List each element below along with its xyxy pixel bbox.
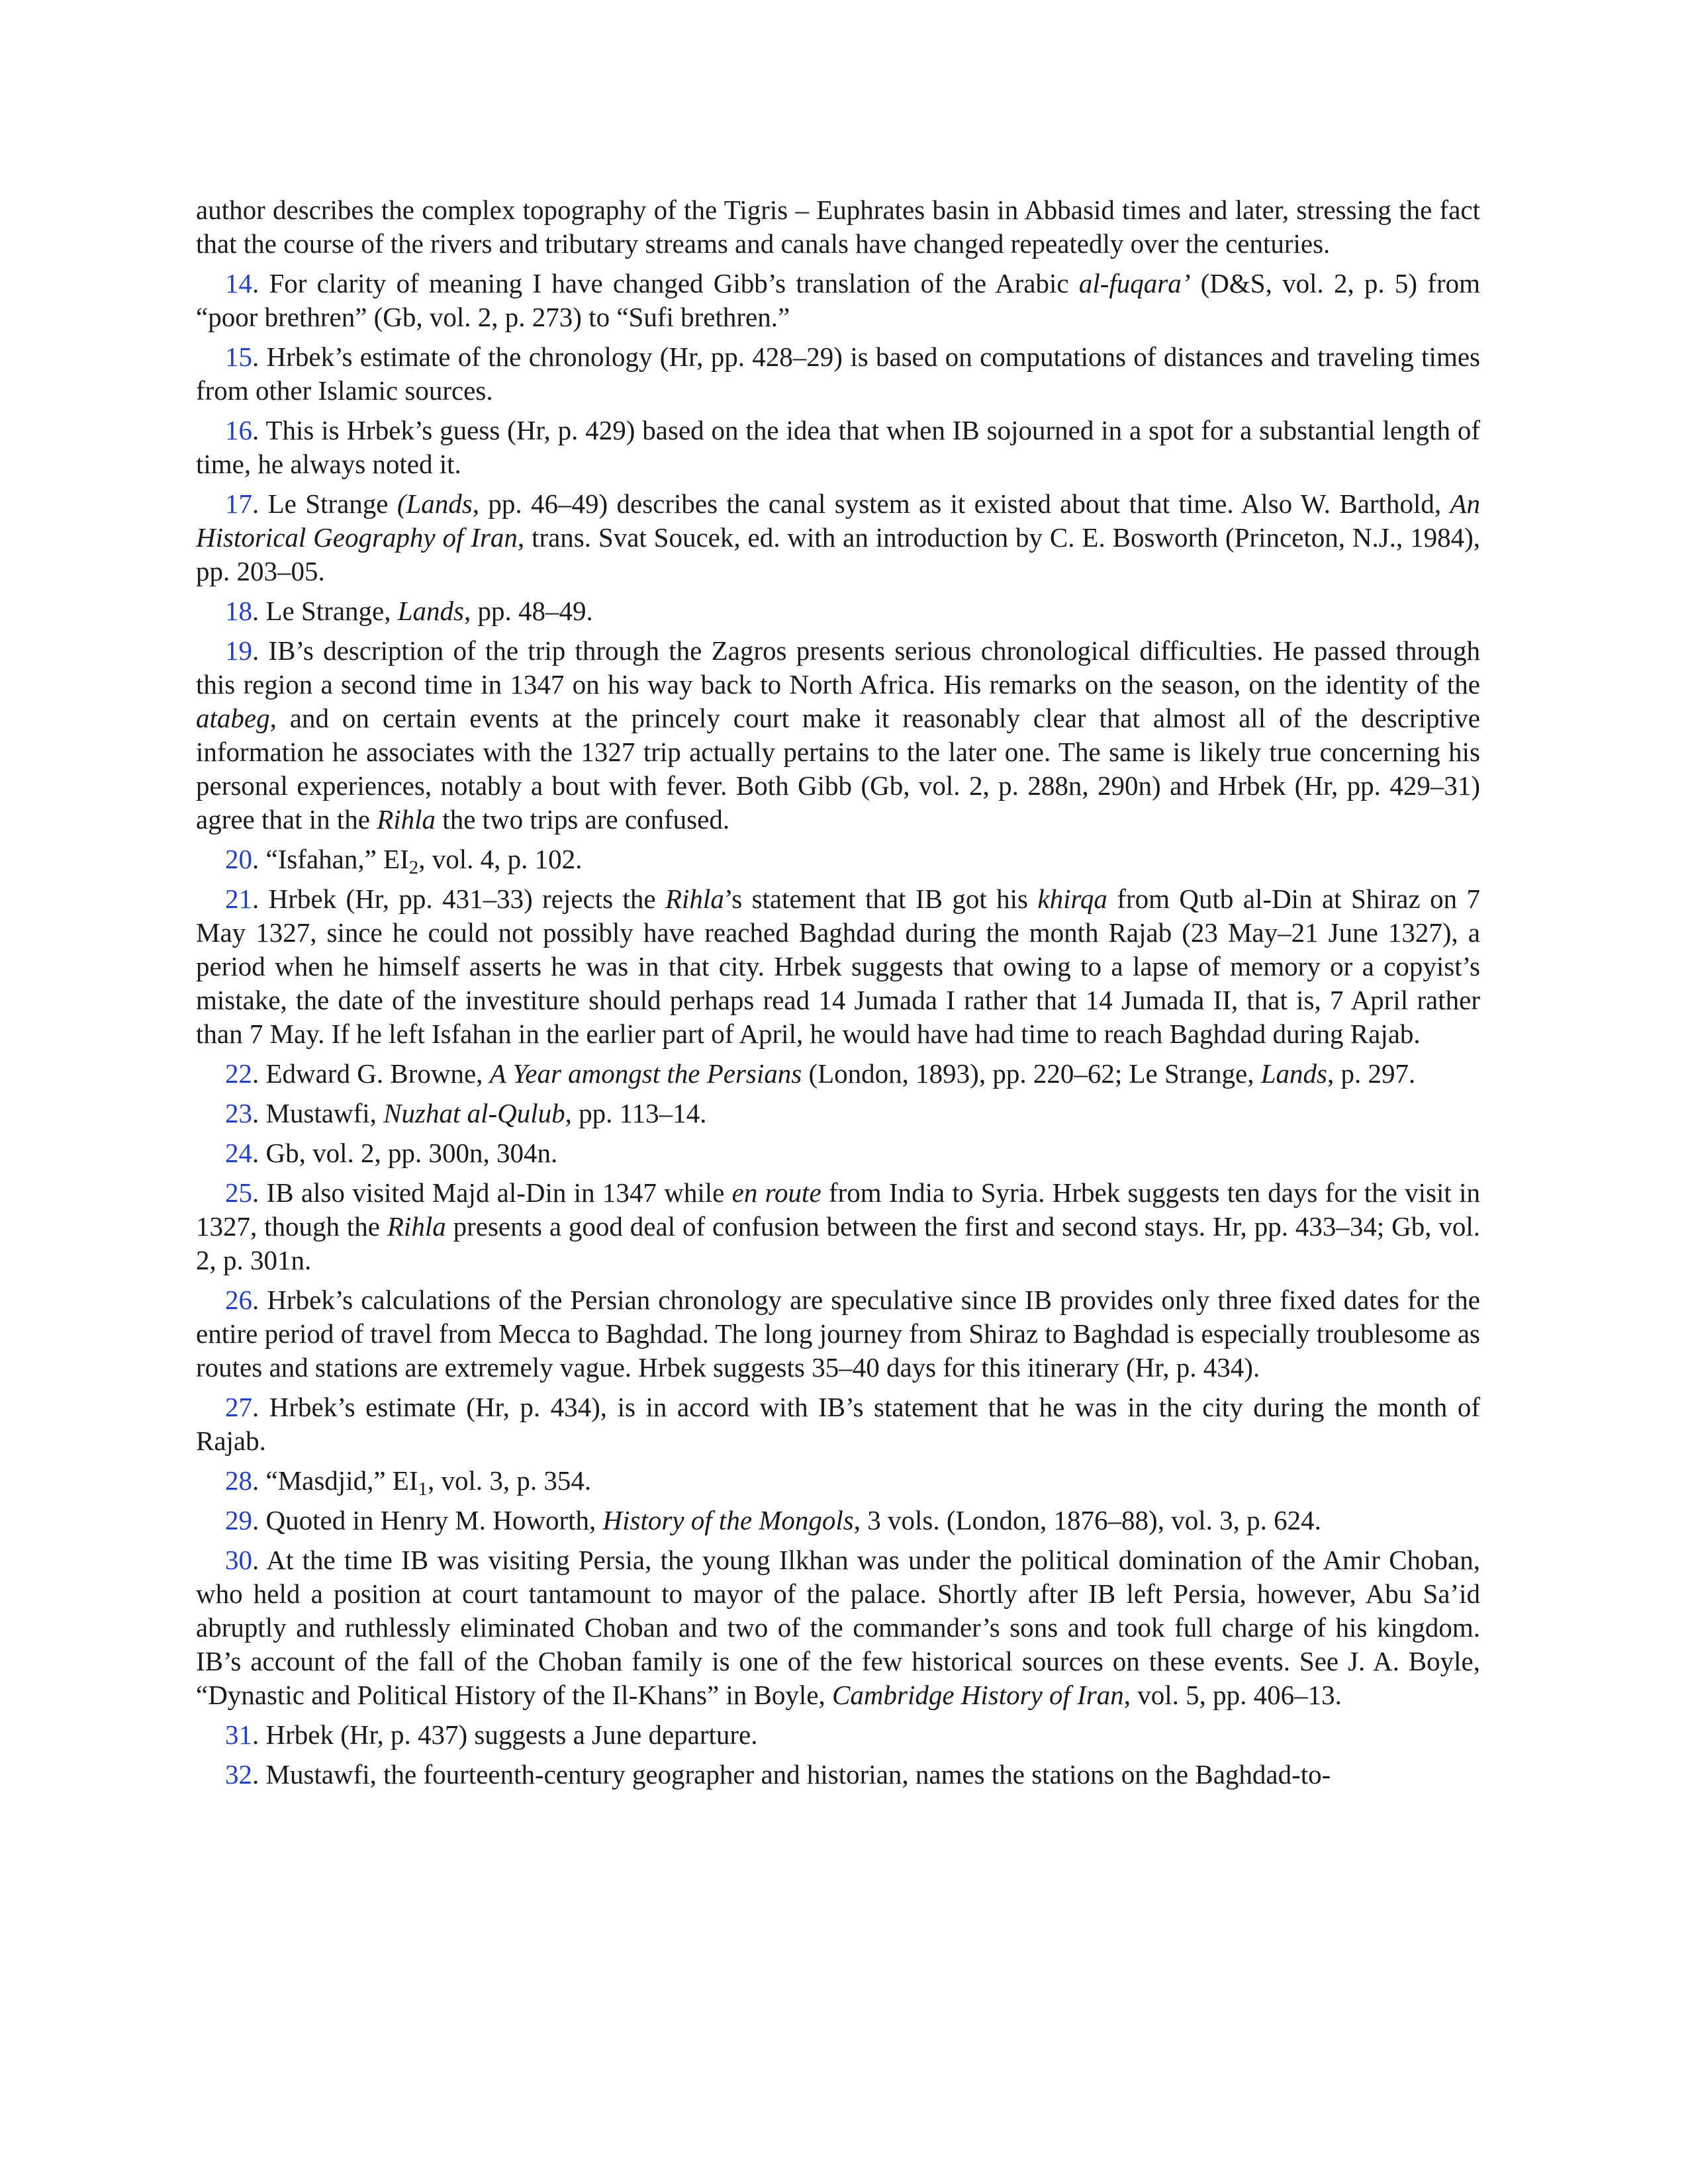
note-text: (London, 1893), pp. 220–62; Le Strange,	[802, 1058, 1261, 1089]
endnote-30	[196, 1543, 1480, 1712]
italic-title: Nuzhat al-Qulub	[383, 1098, 565, 1128]
note-text: , vol. 3, p. 354.	[427, 1465, 592, 1496]
note-text: . Quoted in Henry M. Howorth,	[252, 1505, 603, 1535]
note-text: . For clarity of meaning I have changed Gibb’s translation of the Arabic	[252, 268, 1079, 298]
note-text: . Edward G. Browne,	[252, 1058, 490, 1089]
endnote-18	[196, 594, 1480, 628]
italic-title: Lands	[397, 596, 464, 626]
italic-title: atabeg	[196, 703, 270, 733]
endnote-14	[196, 267, 1480, 334]
endnote-29	[196, 1504, 1480, 1537]
endnote-21	[196, 882, 1480, 1051]
endnote-number-link[interactable]: 20	[225, 844, 252, 874]
endnote-number-link[interactable]: 32	[225, 1759, 252, 1790]
continued-paragraph	[196, 193, 1480, 261]
italic-title: khirqa	[1037, 884, 1107, 914]
endnote-26	[196, 1283, 1480, 1385]
note-text: , vol. 4, p. 102.	[418, 844, 583, 874]
endnote-28	[196, 1464, 1480, 1498]
note-text: . IB also visited Majd al-Din in 1347 while	[252, 1177, 732, 1208]
endnote-15	[196, 340, 1480, 408]
note-text: . “Isfahan,” EI	[252, 844, 409, 874]
edition-subscript: 1	[418, 1479, 428, 1500]
note-text: (D&S, vol. 2, p. 5) from “poor brethren” (Gb, vol. 2, p. 273) to “Sufi brethren.”	[196, 268, 1480, 332]
italic-title: al-fuqara’	[1078, 268, 1191, 298]
endnote-number-link[interactable]: 21	[225, 884, 252, 914]
endnote-number-link[interactable]: 29	[225, 1505, 252, 1535]
endnote-number-link[interactable]: 17	[225, 488, 252, 519]
note-text: . Le Strange	[252, 488, 397, 519]
endnote-25	[196, 1176, 1480, 1277]
note-text: . Le Strange,	[252, 596, 398, 626]
edition-subscript: 2	[408, 857, 419, 878]
italic-title: An Historical Geography of Iran	[196, 488, 1480, 553]
italic-title: (Lands	[397, 488, 473, 519]
endnote-27	[196, 1390, 1480, 1458]
note-text: from India to Syria. Hrbek suggests ten days for the visit in 1327, though the	[196, 1177, 1480, 1242]
note-text: . At the time IB was visiting Persia, the young Ilkhan was under the political domination of the Amir Choban, who held a position at court tantamount to mayor of the palace. Shortly after IB left Persia, however, Abu Sa’id abruptly and ruthlessly eliminated Choban and two of the commander’s sons and took full charge of his kingdom. IB’s account of the fall of the Choban family is one of the few historical sources on these events. See J. A. Boyle, “Dynastic and Political History of the Il-Khans” in Boyle,	[196, 1545, 1480, 1710]
italic-title: History of the Mongols	[602, 1505, 854, 1535]
endnote-17	[196, 487, 1480, 588]
italic-title: en route	[731, 1177, 821, 1208]
endnote-number-link[interactable]: 23	[225, 1098, 252, 1128]
endnote-23	[196, 1097, 1480, 1130]
italic-title: Cambridge History of Iran	[832, 1680, 1124, 1710]
note-text: , and on certain events at the princely court make it reasonably clear that almost all of the descriptive information he associates with the 1327 trip actually pertains to the later one. The same is likely true concerning his personal experiences, notably a bout with fever. Both Gibb (Gb, vol. 2, p. 288n, 290n) and Hrbek (Hr, pp. 429–31) agree that in the	[196, 703, 1480, 835]
note-text: the two trips are confused.	[436, 804, 730, 835]
note-text: . “Masdjid,” EI	[252, 1465, 418, 1496]
note-text: ’s statement that IB got his	[724, 884, 1038, 914]
note-text: , pp. 113–14.	[565, 1098, 707, 1128]
endnote-number-link[interactable]: 16	[225, 415, 252, 445]
endnote-number-link[interactable]: 15	[225, 341, 252, 372]
note-text: presents a good deal of confusion between the first and second stays. Hr, pp. 433–34; Gb, vol. 2, p. 301n.	[196, 1211, 1480, 1275]
endnote-number-link[interactable]: 28	[225, 1465, 252, 1496]
endnote-19	[196, 634, 1480, 837]
endnote-number-link[interactable]: 25	[225, 1177, 252, 1208]
endnote-32	[196, 1758, 1480, 1792]
italic-title: Lands	[1260, 1058, 1327, 1089]
note-text: . Gb, vol. 2, pp. 300n, 304n.	[252, 1138, 558, 1168]
endnote-20	[196, 842, 1480, 876]
endnote-number-link[interactable]: 27	[225, 1392, 252, 1422]
endnote-number-link[interactable]: 30	[225, 1545, 252, 1575]
note-text: . Hrbek’s estimate (Hr, p. 434), is in accord with IB’s statement that he was in the city during the month of Rajab.	[196, 1392, 1480, 1456]
note-text: , trans. Svat Soucek, ed. with an introduction by C. E. Bosworth (Princeton, N.J., 1984), pp. 203–05.	[196, 522, 1480, 586]
note-text: . Hrbek’s calculations of the Persian chronology are speculative since IB provides only three fixed dates for the entire period of travel from Mecca to Baghdad. The long journey from Shiraz to Baghdad is especially troublesome as routes and stations are extremely vague. Hrbek suggests 35–40 days for this itinerary (Hr, p. 434).	[196, 1285, 1480, 1383]
endnote-16	[196, 414, 1480, 481]
endnotes-page	[196, 193, 1480, 1797]
endnote-number-link[interactable]: 31	[225, 1719, 252, 1750]
endnote-number-link[interactable]: 19	[225, 635, 252, 666]
note-text: author describes the complex topography of the Tigris – Euphrates basin in Abbasid times and later, stressing the fact that the course of the rivers and tributary streams and canals have changed repeatedly over the centuries.	[196, 195, 1480, 259]
note-text: , p. 297.	[1327, 1058, 1416, 1089]
note-text: . Hrbek (Hr, p. 437) suggests a June departure.	[252, 1719, 758, 1750]
note-text: from Qutb al-Din at Shiraz on 7 May 1327, since he could not possibly have reached Baghdad during the month Rajab (23 May–21 June 1327), a period when he himself asserts he was in that city. Hrbek suggests that owing to a lapse of memory or a copyist’s mistake, the date of the investiture should perhaps read 14 Jumada I rather that 14 Jumada II, that is, 7 April rather than 7 May. If he left Isfahan in the earlier part of April, he would have had time to reach Baghdad during Rajab.	[196, 884, 1480, 1049]
note-text: , pp. 46–49) describes the canal system as it existed about that time. Also W. Barthold,	[472, 488, 1450, 519]
note-text: . Mustawfi,	[252, 1098, 384, 1128]
italic-title: Rihla	[387, 1211, 446, 1242]
note-text: . Hrbek’s estimate of the chronology (Hr, pp. 428–29) is based on computations of distances and traveling times from other Islamic sources.	[196, 341, 1480, 406]
endnote-22	[196, 1057, 1480, 1091]
endnote-31	[196, 1718, 1480, 1752]
note-text: , pp. 48–49.	[464, 596, 593, 626]
note-text: . This is Hrbek’s guess (Hr, p. 429) based on the idea that when IB sojourned in a spot for a substantial length of time, he always noted it.	[196, 415, 1480, 479]
italic-title: A Year amongst the Persians	[489, 1058, 802, 1089]
endnote-number-link[interactable]: 26	[225, 1285, 252, 1315]
note-text: . IB’s description of the trip through the Zagros presents serious chronological difficulties. He passed through this region a second time in 1347 on his way back to North Africa. His remarks on the season, on the identity of the	[196, 635, 1480, 700]
italic-title: Rihla	[665, 884, 724, 914]
note-text: , vol. 5, pp. 406–13.	[1123, 1680, 1342, 1710]
note-text: , 3 vols. (London, 1876–88), vol. 3, p. 624.	[853, 1505, 1321, 1535]
endnote-number-link[interactable]: 22	[225, 1058, 252, 1089]
endnote-number-link[interactable]: 24	[225, 1138, 252, 1168]
endnote-number-link[interactable]: 18	[225, 596, 252, 626]
endnote-24	[196, 1136, 1480, 1170]
italic-title: Rihla	[377, 804, 436, 835]
note-text: . Hrbek (Hr, pp. 431–33) rejects the	[252, 884, 665, 914]
endnote-number-link[interactable]: 14	[225, 268, 252, 298]
note-text: . Mustawfi, the fourteenth-century geographer and historian, names the stations on the Baghdad-to-	[252, 1759, 1331, 1790]
